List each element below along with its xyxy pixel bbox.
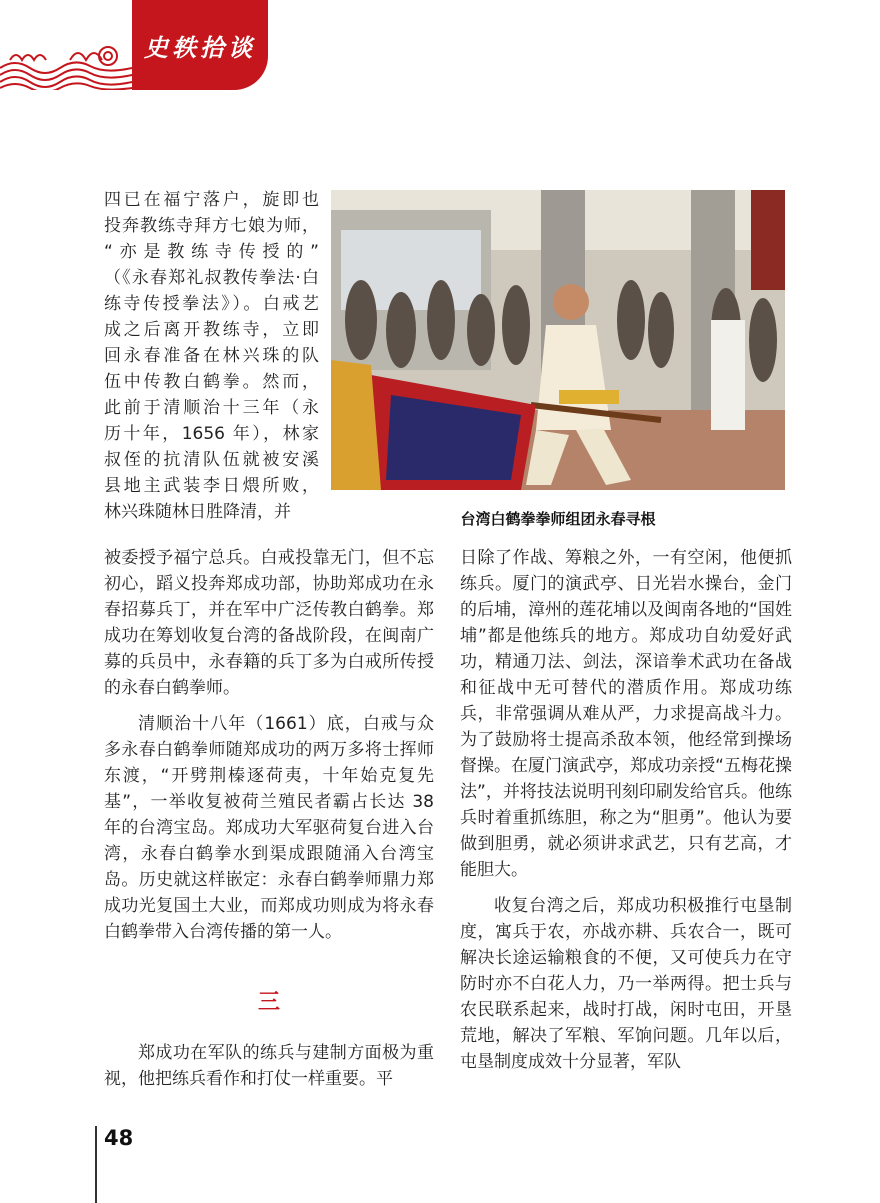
text-line: “亦是教练寺传授的” <box>104 242 319 262</box>
text-line: （《永春郑礼叔教传拳法·白 <box>104 268 319 288</box>
column-title: 史轶拾谈 <box>144 32 256 62</box>
page-number-rule <box>95 1126 97 1203</box>
right-text-column <box>460 545 792 1075</box>
text-line: 叔侄的抗清队伍就被安溪 <box>104 450 319 470</box>
text-line: 林兴珠随林日胜降清，并 <box>104 502 291 522</box>
left-text-column <box>104 545 434 945</box>
narrow-text-column <box>104 187 319 525</box>
text-line: 四已在福宁落户，旋即也 <box>104 190 319 210</box>
text-line: 投奔教练寺拜方七娘为师， <box>104 216 319 236</box>
text-line: 县地主武装李日煨所败， <box>104 476 319 496</box>
paragraph: 日除了作战、筹粮之外，一有空闲，他便抓练兵。厦门的演武亭、日光岩水操台，金门的后埔，漳州的莲花埔以及闽南各地的“国姓埔”都是他练兵的地方。郑成功自幼爱好武功，精通刀法、剑法，深谙拳术武功在备战和征战中无可替代的潜质作用。郑成功练兵，非常强调从难从严，力求提高战斗力。为了鼓励将士提高杀敌本领，他经常到操场督操。在厦门演武亭，郑成功亲授“五梅花操法”，并将技法说明刊刻印刷发给官兵。他练兵时着重抓练胆，称之为“胆勇”。他认为要做到胆勇，就必须讲求武艺，只有艺高，才能胆大。 <box>460 548 792 880</box>
paragraph: 郑成功在军队的练兵与建制方面极为重视，他把练兵看作和打仗一样重要。平 <box>104 1043 434 1089</box>
article-photo <box>331 190 785 490</box>
photo-caption: 台湾白鹤拳拳师组团永春寻根 <box>460 510 656 528</box>
text-line: 练寺传授拳法》）。白戒艺 <box>104 294 319 314</box>
column-title-tab <box>132 0 268 90</box>
paragraph: 被委授予福宁总兵。白戒投靠无门，但不忘初心，蹈义投奔郑成功部，协助郑成功在永春招募兵丁，并在军中广泛传教白鹤拳。郑成功在筹划收复台湾的备战阶段，在闽南广募的兵员中，永春籍的兵丁多为白戒所传授的永春白鹤拳师。 <box>104 548 434 698</box>
text-line: 此前于清顺治十三年（永 <box>104 398 319 418</box>
text-line: 成之后离开教练寺，立即 <box>104 320 319 340</box>
left-text-column-bottom <box>104 1040 434 1092</box>
text-line: 伍中传教白鹤拳。然而， <box>104 372 319 392</box>
header-wave-decoration-icon <box>0 38 132 90</box>
text-line: 历十年，1656 年），林家 <box>104 424 319 444</box>
paragraph: 清顺治十八年（1661）底，白戒与众多永春白鹤拳师随郑成功的两万多将士挥师东渡，“开劈荆榛逐荷夷，十年始克复先基”，一举收复被荷兰殖民者霸占长达 38 年的台湾宝岛。郑成功大军驱荷复台进入台湾，永春白鹤拳水到渠成跟随涌入台湾宝岛。历史就这样嵌定：永春白鹤拳师鼎力郑成功光复国土大业，而郑成功则成为将永春白鹤拳带入台湾传播的第一人。 <box>104 714 434 942</box>
paragraph: 收复台湾之后，郑成功积极推行屯垦制度，寓兵于农，亦战亦耕、兵农合一，既可解决长途运输粮食的不便，又可使兵力在守防时亦不白花人力，乃一举两得。把士兵与农民联系起来，战时打战，闲时屯田，开垦荒地，解决了军粮、军饷问题。几年以后，屯垦制度成效十分显著，军队 <box>460 896 792 1072</box>
martial-arts-photo-icon <box>331 190 785 490</box>
text-line: 回永春准备在林兴珠的队 <box>104 346 319 366</box>
page-number: 48 <box>104 1126 134 1150</box>
section-heading: 三 <box>257 990 280 1015</box>
